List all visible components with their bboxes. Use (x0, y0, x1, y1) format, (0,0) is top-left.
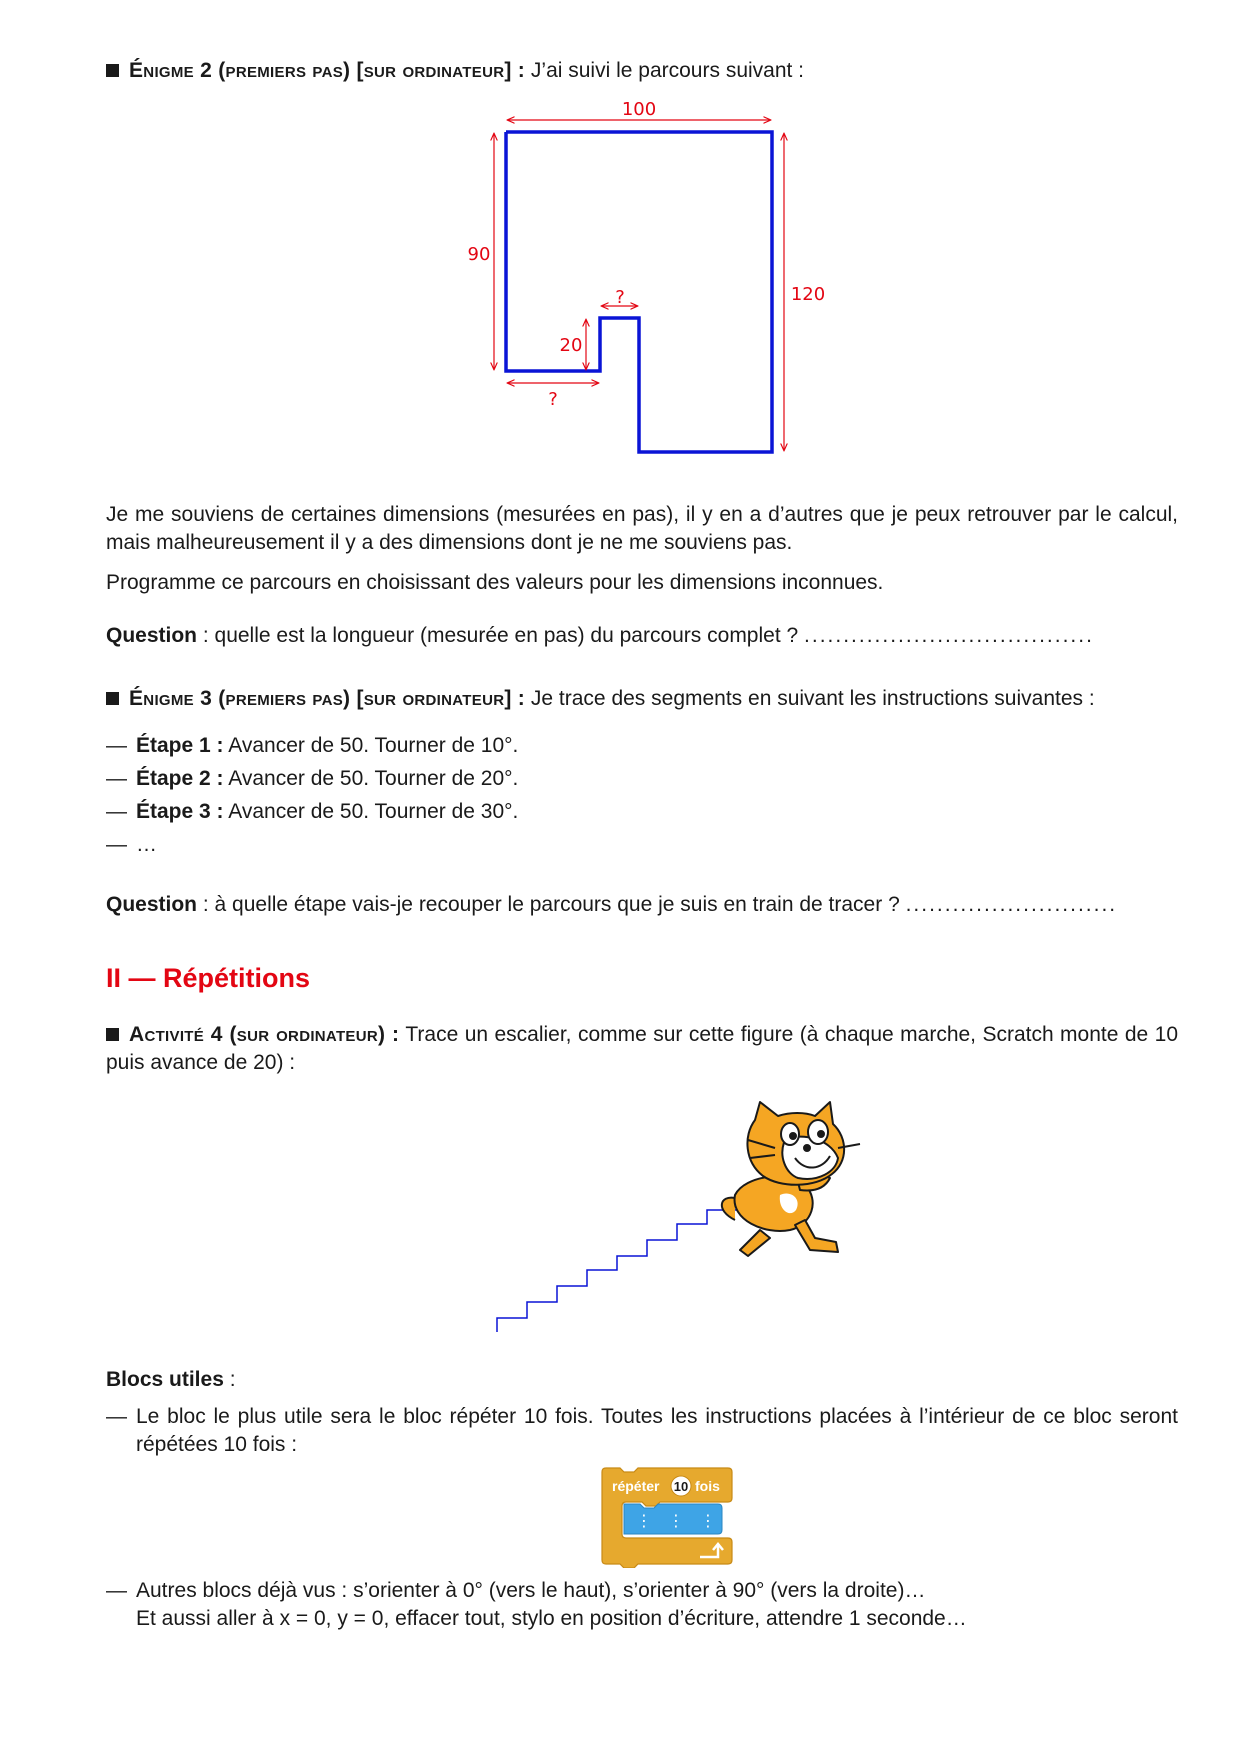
activite4-heading (106, 1021, 1178, 1077)
dim-label-top: 100 (621, 99, 657, 120)
blocs-heading-suffix: : (223, 1368, 236, 1391)
step-text: Avancer de 50. Tourner de 30°. (228, 800, 519, 823)
list-dash: — (106, 833, 127, 856)
blue-path (506, 132, 772, 452)
enigme3-heading (106, 685, 1178, 713)
list-dash: — (106, 1579, 127, 1602)
step-label: Étape 3 : (136, 800, 224, 823)
activite4-intro: Trace un escalier, comme sur cette figure (à chaque marche, Scratch monte de 10 puis avance de 20) : (106, 1023, 1178, 1074)
enigme2-question (106, 622, 1178, 650)
path-figure (0, 0, 1240, 470)
enigme3-question-label: Question (106, 893, 198, 916)
list-dash: — (106, 800, 127, 823)
enigme2-para1: Je me souviens de certaines dimensions (mesurées en pas), il y en a d’autres que je peux retrouver par le calcul, mais malheureusement il y a des dimensions dont je ne me souviens pas. (106, 503, 1178, 554)
blocs-item-1-text: Le bloc le plus utile sera le bloc répéter 10 fois. Toutes les instructions placées à l’intérieur de ce bloc seront répétées 10 fois : (136, 1405, 1178, 1456)
list-dash: — (106, 734, 127, 757)
blocs-item-2 (106, 1577, 1178, 1633)
dim-label-bottom-left: ? (548, 389, 558, 410)
enigme3-step-ellipsis (106, 831, 1178, 859)
enigme3-intro: Je trace des segments en suivant les instructions suivantes : (530, 687, 1095, 710)
blocs-heading (106, 1366, 1178, 1394)
enigme2-question-label: Question (106, 624, 198, 647)
enigme3-question-text: : à quelle étape vais-je recouper le parcours que je suis en train de tracer ? (197, 893, 900, 916)
fois-word: fois (695, 1478, 720, 1494)
step-label: Étape 1 : (136, 734, 224, 757)
repeat-count: 10 (673, 1479, 689, 1494)
enigme3-title: Énigme 3 (premiers pas) [sur ordinateur] : (129, 687, 526, 710)
step-ellipsis: … (136, 833, 157, 856)
step-text: Avancer de 50. Tourner de 20°. (228, 767, 519, 790)
scratch-repeat-block (600, 1466, 740, 1568)
enigme3-question (106, 891, 1178, 919)
enigme2-question-text: : quelle est la longueur (mesurée en pas) du parcours complet ? (197, 624, 799, 647)
step-label: Étape 2 : (136, 767, 224, 790)
enigme3-answer-dots: ........................... (905, 893, 1118, 916)
enigme2-intro: J’ai suivi le parcours suivant : (530, 59, 805, 82)
blocs-item-1 (106, 1403, 1178, 1459)
list-dash: — (106, 1405, 127, 1428)
enigme3-step-3 (106, 798, 1178, 826)
staircase-figure (0, 1100, 1240, 1340)
dots-icon: ⋮ (636, 1511, 652, 1530)
enigme3-step-1 (106, 732, 1178, 760)
enigme2-para2: Programme ce parcours en choisissant des valeurs pour les dimensions inconnues. (106, 571, 884, 594)
staircase-path (497, 1196, 767, 1332)
blocs-item-2-line1: Autres blocs déjà vus : s’orienter à 0° (vers le haut), s’orienter à 90° (vers la droite)… (136, 1579, 926, 1602)
dots-icon: ⋮ (700, 1511, 716, 1530)
dim-label-step-width: ? (615, 287, 625, 308)
enigme2-title: Énigme 2 (premiers pas) [sur ordinateur] : (129, 59, 526, 82)
activite4-title: Activité 4 (sur ordinateur) : (129, 1023, 400, 1046)
blocs-heading-label: Blocs utiles (106, 1368, 224, 1391)
bullet-square-icon (106, 1028, 119, 1041)
list-dash: — (106, 767, 127, 790)
enigme2-answer-dots: ..................................... (804, 624, 1094, 647)
dim-label-left: 90 (467, 244, 491, 265)
dim-label-right: 120 (790, 284, 826, 305)
blocs-item-2-line2: Et aussi aller à x = 0, y = 0, effacer tout, stylo en position d’écriture, attendre 1 seconde… (136, 1607, 967, 1630)
section-title: II — Répétitions (106, 963, 311, 993)
bullet-square-icon (106, 692, 119, 705)
enigme3-step-2 (106, 765, 1178, 793)
step-text: Avancer de 50. Tourner de 10°. (228, 734, 519, 757)
dim-label-step-height: 20 (559, 335, 583, 356)
dots-icon: ⋮ (668, 1511, 684, 1530)
repeat-word: répéter (612, 1478, 660, 1494)
scratch-cat-icon (722, 1102, 860, 1256)
